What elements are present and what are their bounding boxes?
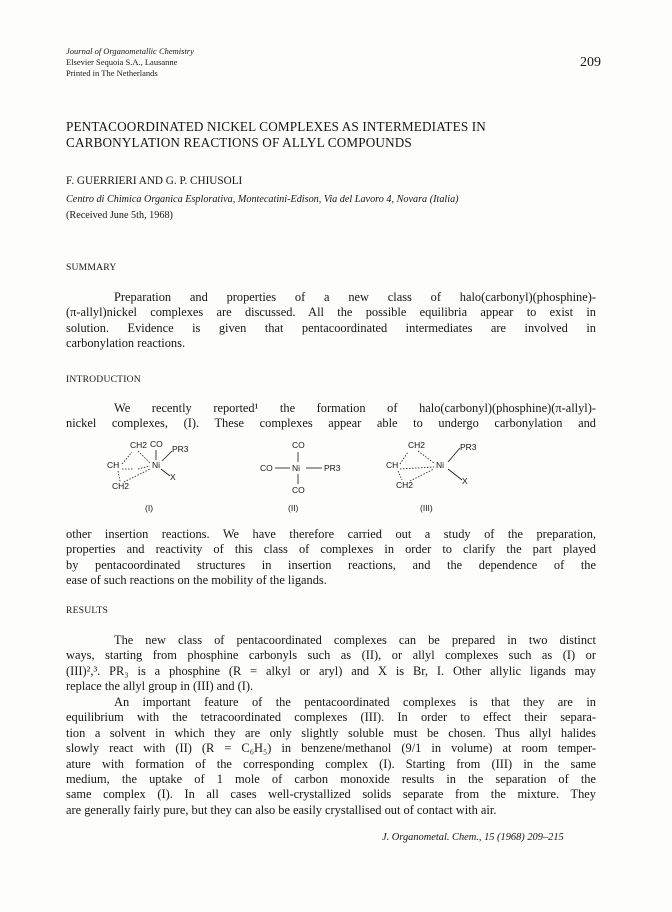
- results-line: replace the allyl group in (III) and (I).: [66, 679, 254, 694]
- summary-line: (π-allyl)nickel complexes are discussed. All the possible equilibria appear to exist in: [66, 305, 596, 320]
- structure-I: [107, 439, 189, 513]
- struct-I-pr3: PR3: [172, 444, 189, 454]
- results-heading: RESULTS: [66, 605, 109, 616]
- struct-I-ch2-bottom: CH2: [112, 481, 130, 491]
- paper-title-line2: CARBONYLATION REACTIONS OF ALLYL COMPOUNDS: [66, 135, 412, 150]
- results-paragraph-2: [66, 695, 596, 818]
- printed-in: Printed in The Netherlands: [66, 68, 158, 78]
- struct-II-co-left: CO: [260, 463, 273, 473]
- results-line: An important feature of the pentacoordinated complexes is that they are in: [114, 695, 596, 709]
- intro-line: We recently reported¹ the formation of halo(carbonyl)(phosphine)(π-allyl)-: [114, 401, 596, 415]
- struct-II-co-bottom: CO: [292, 485, 305, 495]
- struct-III-ni: Ni: [436, 460, 445, 470]
- summary-paragraph: [66, 290, 596, 352]
- struct-II-pr3: PR3: [324, 463, 341, 473]
- summary-line: Preparation and properties of a new class of halo(carbonyl)(phosphine)-: [114, 290, 596, 304]
- struct-I-label: (I): [145, 503, 154, 513]
- journal-name: Journal of Organometallic Chemistry: [66, 46, 194, 56]
- struct-III-x: X: [462, 476, 468, 486]
- struct-II-label: (II): [288, 503, 299, 513]
- chemical-structures: [100, 438, 540, 518]
- received-date: (Received June 5th, 1968): [66, 210, 173, 221]
- struct-III-ch2-top: CH2: [408, 440, 426, 450]
- struct-II-co-top: CO: [292, 440, 305, 450]
- struct-I-x: X: [170, 472, 176, 482]
- authors: F. GUERRIERI AND G. P. CHIUSOLI: [66, 175, 243, 187]
- summary-heading: SUMMARY: [66, 262, 117, 273]
- results-line: (III)²,³. PR₃ is a phosphine (R = alkyl or aryl) and X is Br, I. Other allylic ligands may: [66, 663, 596, 678]
- intro-line: nickel complexes, (I). These complexes appear able to undergo carbonylation and: [66, 416, 596, 431]
- results-line: tion a solvent in which they are only slightly soluble must be chosen. Thus allyl halides: [66, 725, 596, 740]
- struct-I-ch: CH: [107, 460, 120, 470]
- results-line: ways, starting from phosphine carbonyls such as (II), or allyl complexes such as (I) or: [66, 648, 596, 663]
- intro-line: ease of such reactions on the mobility of the ligands.: [66, 573, 327, 588]
- struct-I-ni: Ni: [152, 460, 161, 470]
- intro-line: other insertion reactions. We have therefore carried out a study of the preparation,: [66, 527, 596, 541]
- publisher: Elsevier Sequoia S.A., Lausanne: [66, 57, 178, 67]
- structure-III: [386, 440, 477, 513]
- results-line: ature with formation of the corresponding complex (I). Starting from (III) in the same: [66, 756, 596, 771]
- struct-I-ch2-top: CH2: [130, 440, 148, 450]
- results-line: medium, the uptake of 1 mole of carbon monoxide results in the separation of the: [66, 772, 596, 787]
- struct-II-ni: Ni: [292, 463, 301, 473]
- summary-line: carbonylation reactions.: [66, 336, 186, 351]
- introduction-paragraph-2: [66, 527, 596, 589]
- affiliation: Centro di Chimica Organica Esplorativa, Montecatini-Edison, Via del Lavoro 4, Novara (Italia): [66, 194, 459, 205]
- intro-line: properties and reactivity of this class of complexes in order to clarify the part played: [66, 542, 596, 557]
- results-line: same complex (I). In all cases well-crystallized solids separate from the mixture. They: [66, 787, 596, 802]
- struct-III-label: (III): [420, 503, 433, 513]
- struct-III-pr3: PR3: [460, 442, 477, 452]
- introduction-paragraph-1: [66, 401, 596, 432]
- footer-citation: J. Organometal. Chem., 15 (1968) 209–215: [382, 832, 564, 843]
- results-line: slowly react with (II) (R = C₆H₅) in benzene/methanol (9/1 in volume) at room temper-: [66, 741, 596, 756]
- struct-I-co: CO: [150, 439, 163, 449]
- summary-line: solution. Evidence is given that pentacoordinated intermediates are involved in: [66, 320, 596, 335]
- structure-II: [260, 440, 341, 513]
- results-paragraph-1: [66, 633, 596, 695]
- results-line: are generally fairly pure, but they can also be easily crystallised out of contact with air.: [66, 802, 497, 817]
- introduction-heading: INTRODUCTION: [66, 374, 141, 385]
- results-line: The new class of pentacoordinated complexes can be prepared in two distinct: [114, 633, 596, 647]
- intro-line: by pentacoordinated structures in insertion reactions, and the dependence of the: [66, 557, 596, 572]
- struct-III-ch: CH: [386, 460, 399, 470]
- paper-title-line1: PENTACOORDINATED NICKEL COMPLEXES AS INTERMEDIATES IN: [66, 119, 486, 134]
- page-number: 209: [580, 55, 601, 70]
- results-line: equilibrium with the tetracoordinated complexes (III). In order to effect their separa-: [66, 710, 596, 725]
- struct-III-ch2-bottom: CH2: [396, 480, 414, 490]
